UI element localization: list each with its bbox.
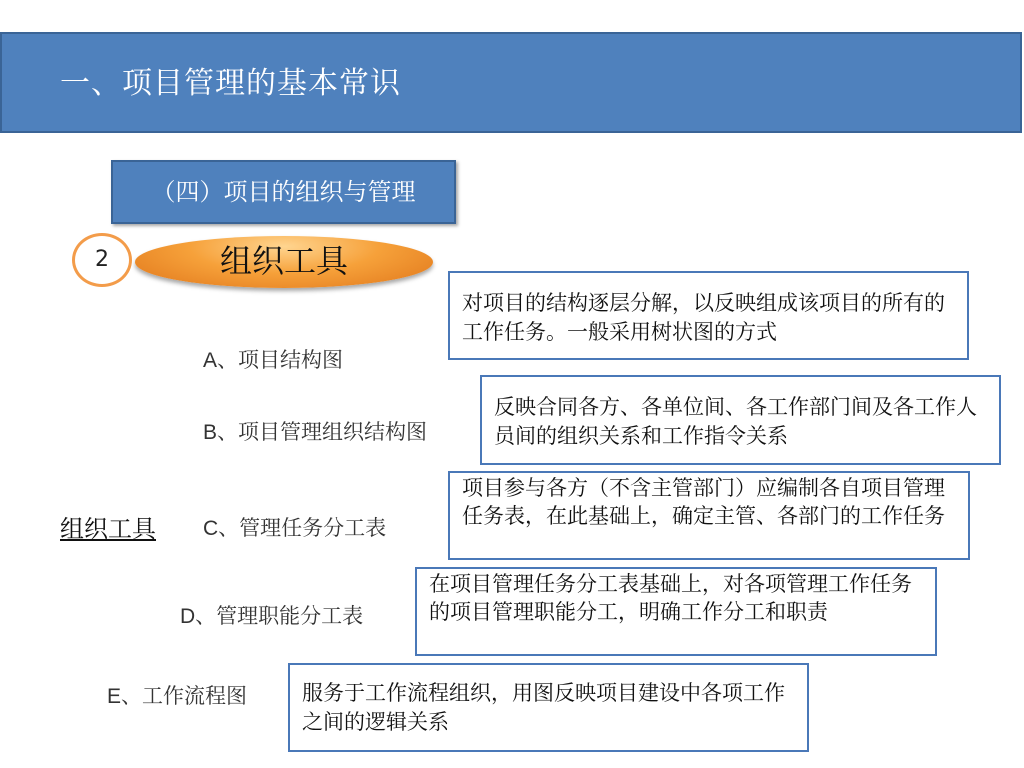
item-a	[203, 344, 343, 374]
item-b	[203, 416, 427, 446]
item-c	[203, 512, 386, 542]
item-a-letter: A	[203, 349, 218, 372]
description-box-a: 对项目的结构逐层分解，以反映组成该项目的所有的工作任务。一般采用树状图的方式	[448, 271, 969, 360]
item-d	[180, 600, 363, 630]
item-b-text: 、项目管理组织结构图	[217, 420, 428, 444]
page-title: 一、项目管理的基本常识	[60, 66, 401, 101]
topic-number-badge: 2	[72, 233, 132, 287]
side-label: 组织工具	[60, 515, 156, 543]
item-e-text: 、工作流程图	[121, 684, 248, 708]
item-b-letter: B	[203, 421, 218, 444]
section-heading: （四）项目的组织与管理	[111, 160, 456, 224]
description-box-b: 反映合同各方、各单位间、各工作部门间及各工作人员间的组织关系和工作指令关系	[480, 375, 1001, 465]
description-box-e: 服务于工作流程组织，用图反映项目建设中各项工作之间的逻辑关系	[288, 663, 809, 752]
item-e	[107, 680, 247, 710]
description-box-c: 项目参与各方（不含主管部门）应编制各自项目管理任务表，在此基础上，确定主管、各部门的工作任务	[448, 471, 970, 560]
item-e-letter: E	[107, 685, 122, 708]
item-c-text: 、管理任务分工表	[218, 516, 387, 540]
item-d-text: 、管理职能分工表	[195, 604, 364, 628]
item-c-letter: C	[203, 517, 219, 540]
item-a-text: 、项目结构图	[217, 348, 344, 372]
description-box-d: 在项目管理任务分工表基础上，对各项管理工作任务的项目管理职能分工，明确工作分工和职责	[415, 567, 937, 656]
topic-title-pill: 组织工具	[135, 236, 433, 288]
title-banner	[0, 32, 1022, 133]
item-d-letter: D	[180, 605, 196, 628]
